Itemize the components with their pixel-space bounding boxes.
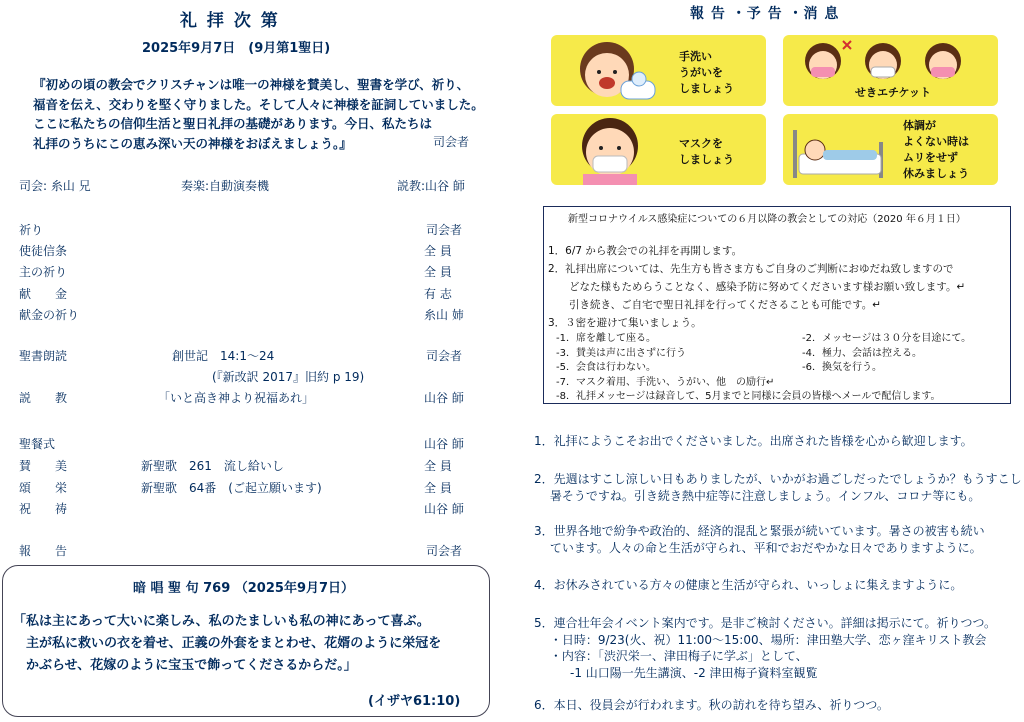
order-item-leader: 司会者 bbox=[426, 544, 463, 558]
poster-line: ムリをせず bbox=[903, 151, 958, 164]
order-item-leader: 全 員 bbox=[424, 481, 452, 495]
notice-subitem: -2．メッセージは３０分を目途にて。 bbox=[802, 333, 972, 344]
order-item-leader: 全 員 bbox=[424, 244, 452, 258]
call-to-worship bbox=[33, 75, 484, 153]
order-item-name: 祝 祷 bbox=[19, 502, 68, 516]
memory-verse-title: 暗 唱 聖 句 769 （2025年9月7日） bbox=[133, 581, 355, 596]
announcement-line: -1 山口陽一先生講演、-2 津田梅子資料室観覧 bbox=[534, 665, 818, 680]
covid-notice-items bbox=[548, 242, 965, 332]
notice-subitem: -1．席を離して座る。 bbox=[556, 333, 656, 344]
verse-line: かぶらせ、花嫁のように宝玉で飾ってくださるからだ。」 bbox=[13, 658, 357, 673]
order-item-name: 献金の祈り bbox=[19, 308, 80, 322]
poster-line: 休みましょう bbox=[903, 167, 969, 180]
rest-illustration-icon bbox=[789, 120, 889, 184]
order-item-name: 聖書朗読 bbox=[19, 349, 68, 363]
staff-music: 奏楽:自動演奏機 bbox=[181, 179, 270, 193]
poster-line: しましょう bbox=[679, 82, 734, 95]
order-item-detail: 新聖歌 261 流し給いし bbox=[141, 459, 284, 473]
poster-mask bbox=[551, 114, 766, 185]
verse-line: 主が私に救いの衣を着せ、正義の外套をまとわせ、花婿のように栄冠を bbox=[13, 636, 442, 651]
service-date: 2025年9月7日 (9月第1聖日) bbox=[142, 41, 331, 56]
page-title: 礼 拝 次 第 bbox=[180, 11, 280, 31]
order-item-name: 報 告 bbox=[19, 544, 68, 558]
order-item-name: 説 教 bbox=[19, 391, 68, 405]
call-line: 礼拝のうちにこの恵み深い天の神様をおぼえましょう。』 bbox=[33, 135, 352, 151]
order-item-detail: (『新改訳 2017』旧約 p 19) bbox=[212, 370, 365, 384]
order-item-name: 賛 美 bbox=[19, 459, 68, 473]
order-item-detail: 新聖歌 64番 (ご起立願います) bbox=[141, 481, 322, 495]
notice-subitem: -3．賛美は声に出さずに行う bbox=[556, 347, 686, 359]
announcement-line: 1．礼拝にようこそお出でくださいました。出席された皆様を心から歓迎します。 bbox=[534, 434, 973, 448]
announcement-line: 5．連合壮年会イベント案内です。是非ご検討ください。詳細は掲示にて。祈りつつ。 bbox=[534, 616, 996, 630]
notice-item: 3．３密を避けて集いましょう。 bbox=[548, 317, 702, 329]
covid-notice-sub-right bbox=[802, 332, 971, 376]
call-line: 福音を伝え、交わりを堅く守りました。そして人々に神様を証詞していました。 bbox=[33, 96, 484, 112]
mask-illustration-icon bbox=[565, 116, 655, 185]
poster-handwash bbox=[551, 35, 766, 106]
covid-notice-title: 新型コロナウイルス感染症についての６月以降の教会としての対応（2020 年６月１日） bbox=[568, 214, 966, 225]
poster-line: マスクを bbox=[679, 137, 723, 150]
order-item-name: 主の祈り bbox=[19, 265, 68, 279]
poster-line: しましょう bbox=[679, 153, 734, 166]
order-item-detail: 「いと高き神より祝福あれ」 bbox=[158, 391, 315, 405]
order-item-leader: 山谷 師 bbox=[424, 502, 464, 516]
order-item-leader: 有 志 bbox=[424, 287, 452, 301]
order-item-name: 献 金 bbox=[19, 287, 68, 301]
order-item-leader: 司会者 bbox=[426, 349, 463, 363]
announcement-line: 4．お休みされている方々の健康と生活が守られ、いっしょに集えますように。 bbox=[534, 578, 963, 592]
announcement-line: ています。人々の命と生活が守られ、平和でおだやかな日々でありますように。 bbox=[534, 540, 982, 555]
poster-line: うがいを bbox=[679, 66, 723, 79]
staff-mc: 司会: 糸山 兄 bbox=[19, 179, 91, 193]
poster-line: 体調が bbox=[903, 119, 936, 132]
poster-line: よくない時は bbox=[903, 135, 969, 148]
order-item-leader: 司会者 bbox=[426, 223, 463, 237]
announcement-line: 暑そうですね。引き続き熱中症等に注意しましょう。インフル、コロナ等にも。 bbox=[534, 488, 981, 503]
order-item-leader: 糸山 姉 bbox=[424, 308, 464, 322]
announcement-line: ・内容：「渋沢栄一、津田梅子に学ぶ」として、 bbox=[534, 649, 808, 663]
order-item-leader: 山谷 師 bbox=[424, 437, 464, 451]
notice-subitem: -4．極力、会話は控える。 bbox=[802, 347, 922, 359]
notice-item: 引き続き、ご自宅で聖日礼拝を行ってくださることも可能です。↵ bbox=[548, 299, 882, 311]
order-item-name: 頌 栄 bbox=[19, 481, 68, 495]
poster-cough bbox=[783, 35, 998, 106]
call-by: 司会者 bbox=[433, 135, 470, 149]
staff-sermon: 説教:山谷 師 bbox=[397, 179, 465, 193]
news-title: 報 告 ・予 告 ・消 息 bbox=[690, 6, 840, 22]
announcement-line: ・日時：9/23(火、祝）11:00〜15:00、場所：津田塾大学、恋ヶ窪キリスト教会 bbox=[534, 632, 987, 647]
notice-item: 2．礼拝出席については、先生方も皆さま方もご自身のご判断におゆだね致しますので bbox=[548, 263, 954, 275]
notice-subitem: -6．換気を行う。 bbox=[802, 362, 882, 373]
poster-line: 手洗い bbox=[679, 50, 712, 63]
cough-etiquette-illustration-icon bbox=[793, 37, 993, 83]
memory-verse-text bbox=[13, 611, 441, 677]
notice-subitem: -5．会食は行わない。 bbox=[556, 362, 656, 373]
call-line: ここに私たちの信仰生活と聖日礼拝の基礎があります。今日、私たちは bbox=[33, 116, 433, 131]
order-item-leader: 山谷 師 bbox=[424, 391, 464, 405]
order-item-leader: 全 員 bbox=[424, 265, 452, 279]
poster-rest bbox=[783, 114, 998, 185]
notice-subitem: -8．礼拝メッセージは録音して、5月までと同様に会員の皆様へメールで配信します。 bbox=[556, 391, 941, 402]
memory-verse-ref: (イザヤ61:10) bbox=[368, 694, 461, 709]
notice-item: どなた様もためらうことなく、感染予防に努めてくださいます様お願い致します。↵ bbox=[548, 281, 966, 293]
announcement-line: 2．先週はすこし涼しい日もありましたが、いかがお過ごしだったでしょうか？もうすこし bbox=[534, 472, 1022, 486]
notice-subitem: -7．マスク着用、手洗い、うがい、他 の励行↵ bbox=[556, 376, 775, 388]
verse-line: 「私は主にあって大いに楽しみ、私のたましいも私の神にあって喜ぶ。 bbox=[13, 614, 430, 629]
order-item-detail: 創世記 14:1〜24 bbox=[172, 349, 275, 363]
announcement-line: 6．本日、役員会が行われます。秋の訪れを待ち望み、祈りつつ。 bbox=[534, 698, 889, 712]
poster-line: せきエチケット bbox=[855, 86, 932, 99]
order-item-leader: 全 員 bbox=[424, 459, 452, 473]
order-item-name: 使徒信条 bbox=[19, 244, 68, 258]
order-item-name: 聖餐式 bbox=[19, 437, 56, 451]
handwash-illustration-icon bbox=[559, 39, 659, 103]
announcement-line: 3．世界各地で紛争や政治的、経済的混乱と緊張が続いています。暑さの被害も続い bbox=[534, 524, 985, 538]
call-line: 『初めの頃の教会でクリスチャンは唯一の神様を賛美し、聖書を学び、祈り、 bbox=[33, 77, 470, 92]
notice-item: 1．6/7 から教会での礼拝を再開します。 bbox=[548, 245, 743, 257]
order-item-name: 祈り bbox=[19, 223, 44, 237]
